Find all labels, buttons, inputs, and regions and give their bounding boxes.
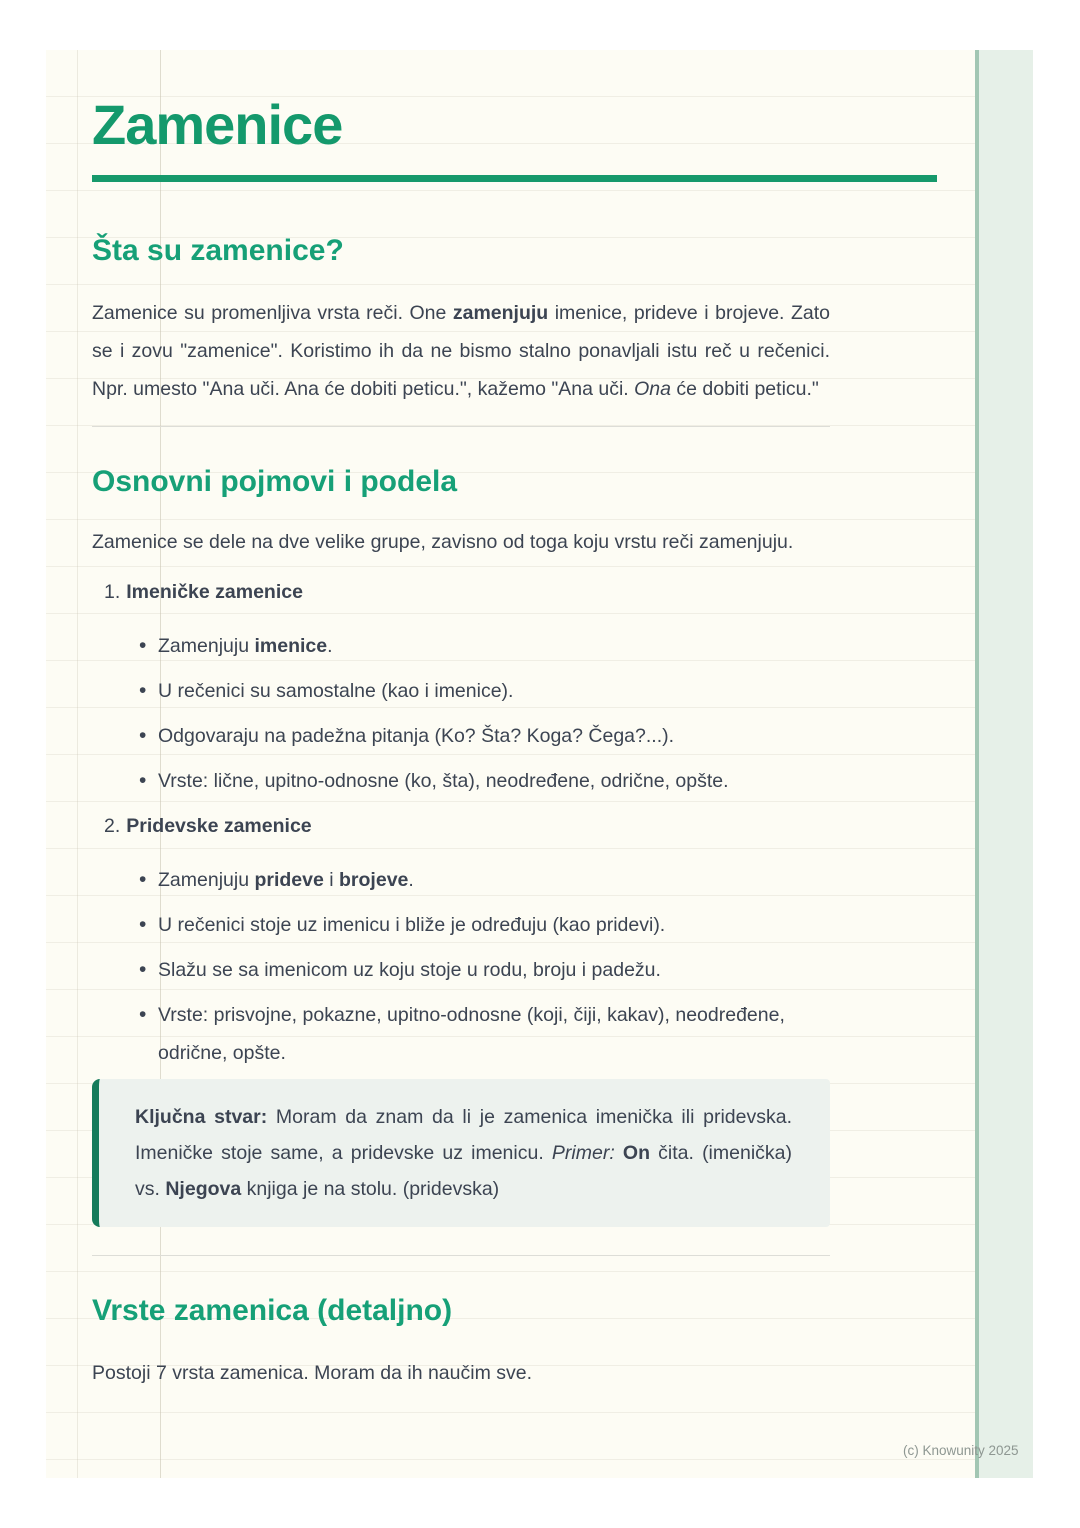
list-item: • Vrste: lične, upitno-odnosne (ko, šta), neodređene, odrične, opšte. <box>92 762 830 800</box>
list-item: • Zamenjuju imenice. <box>92 627 830 665</box>
section-vrste-zamenica <box>92 1292 830 1392</box>
list-item: • Odgovaraju na padežna pitanja (Ko? Šta? Koga? Čega?...). <box>92 717 830 755</box>
section-paragraph: Zamenice su promenljiva vrsta reči. One zamenjuju imenice, prideve i brojeve. Zato se i zovu "zamenice". Koristimo ih da ne bismo stalno ponavljali istu reč u rečenici. Npr. umesto "Ana uči. Ana će dobiti peticu.", kažemo "Ana uči. Ona će dobiti peticu." <box>92 302 830 400</box>
section-divider <box>92 426 830 427</box>
bullet-list-imenicke <box>92 627 830 800</box>
list-item: • Slažu se sa imenicom uz koju stoje u rodu, broju i padežu. <box>92 951 830 989</box>
key-point-callout <box>92 1079 830 1227</box>
item-number: 1. <box>104 581 121 603</box>
item-label: Imeničke zamenice <box>126 581 303 603</box>
section-heading: Šta su zamenice? <box>92 234 344 267</box>
item-number: 2. <box>104 815 121 837</box>
right-margin-stripe <box>975 50 1033 1478</box>
title-underline-rule <box>92 175 937 182</box>
document-content <box>92 50 830 1392</box>
ruled-vertical-line <box>77 50 78 1478</box>
numbered-item-imenicke <box>92 579 830 605</box>
list-item: • U rečenici stoje uz imenicu i bliže je određuju (kao pridevi). <box>92 906 830 944</box>
copyright-footer: (c) Knowunity 2025 <box>903 1443 1019 1458</box>
section-paragraph: Zamenice se dele na dve velike grupe, zavisno od toga koju vrstu reči zamenjuju. <box>92 531 794 553</box>
section-osnovni-pojmovi <box>92 463 830 1227</box>
callout-text: Ključna stvar: Moram da znam da li je zamenica imenička ili pridevska. Imeničke stoje same, a pridevske uz imenicu. Primer: On čita. (imenička) vs. Njegova knjiga je na stolu. (pridevska) <box>135 1106 792 1200</box>
numbered-item-pridevske <box>92 813 830 839</box>
list-item: • Zamenjuju prideve i brojeve. <box>92 861 830 899</box>
section-heading: Vrste zamenica (detaljno) <box>92 1294 453 1327</box>
list-item: • U rečenici su samostalne (kao i imenice). <box>92 672 830 710</box>
section-sta-su-zamenice <box>92 232 830 408</box>
bullet-list-pridevske <box>92 861 830 1072</box>
section-paragraph: Postoji 7 vrsta zamenica. Moram da ih naučim sve. <box>92 1362 533 1384</box>
section-divider <box>92 1255 830 1256</box>
item-label: Pridevske zamenice <box>126 815 312 837</box>
page-title: Zamenice <box>92 93 343 156</box>
list-item: • Vrste: prisvojne, pokazne, upitno-odnosne (koji, čiji, kakav), neodređene, odrične, opšte. <box>92 996 830 1072</box>
section-heading: Osnovni pojmovi i podela <box>92 465 458 498</box>
